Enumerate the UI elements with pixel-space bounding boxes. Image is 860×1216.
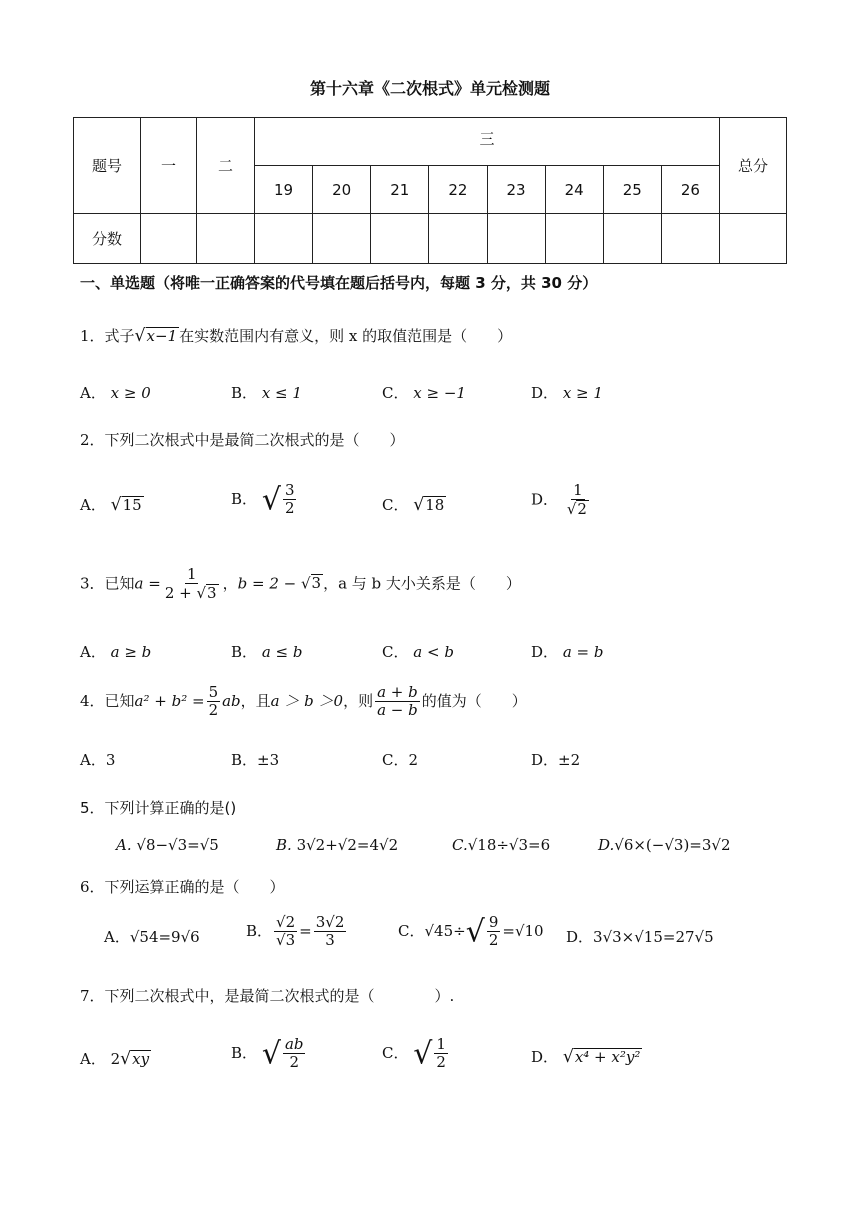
q2-option-b[interactable]: B． √ $\frac{3}{2}$ bbox=[231, 481, 295, 518]
header-total: 总分 bbox=[720, 118, 787, 214]
q1-option-a[interactable]: A． x ≥ 0 bbox=[80, 384, 151, 402]
score-cell[interactable] bbox=[545, 214, 603, 264]
question-3: 3．已知a = $\frac{1}{2 + √3}$ ，b = 2 − √3 ，a 与 b 大小关系是（ ） bbox=[80, 565, 521, 603]
q7-option-a[interactable]: A． 2√xy bbox=[80, 1049, 150, 1069]
q1-option-d[interactable]: D． x ≥ 1 bbox=[531, 384, 603, 402]
question-number: 24 bbox=[545, 166, 603, 214]
q6-option-b[interactable]: B． $\frac{√2}{√3}$ = $\frac{3√2}{3}$ bbox=[246, 913, 345, 950]
q3-option-a[interactable]: A． a ≥ b bbox=[80, 643, 152, 661]
row-label-score: 分数 bbox=[74, 214, 141, 264]
q2-option-c[interactable]: C． √18 bbox=[382, 495, 445, 515]
question-6: 6．下列运算正确的是（ ） bbox=[80, 878, 285, 896]
score-cell[interactable] bbox=[141, 214, 197, 264]
q4-option-a[interactable]: A．3 bbox=[80, 751, 116, 769]
question-number: 21 bbox=[371, 166, 429, 214]
question-2: 2．下列二次根式中是最简二次根式的是（ ） bbox=[80, 431, 405, 449]
score-cell[interactable] bbox=[720, 214, 787, 264]
question-number: 22 bbox=[429, 166, 487, 214]
score-cell[interactable] bbox=[371, 214, 429, 264]
q2-option-d[interactable]: D． $\frac{1}{√2}$ bbox=[531, 481, 587, 519]
question-7: 7．下列二次根式中，是最简二次根式的是（ ）. bbox=[80, 987, 455, 1005]
header-section-1: 一 bbox=[141, 118, 197, 214]
header-tihao: 题号 bbox=[74, 118, 141, 214]
radicand: x−1 bbox=[146, 327, 178, 345]
q1-option-c[interactable]: C． x ≥ −1 bbox=[382, 384, 466, 402]
q5-option-a[interactable]: A. √8−√3=√5 bbox=[116, 836, 219, 854]
q6-option-d[interactable]: D．3√3×√15=27√5 bbox=[566, 928, 714, 946]
score-cell[interactable] bbox=[487, 214, 545, 264]
question-number: 19 bbox=[255, 166, 313, 214]
q6-option-c[interactable]: C．√45÷√ $\frac{9}{2}$ =√10 bbox=[398, 913, 544, 950]
q4-option-d[interactable]: D．±2 bbox=[531, 751, 581, 769]
question-number: 25 bbox=[603, 166, 661, 214]
q7-option-c[interactable]: C． √ $\frac{1}{2}$ bbox=[382, 1035, 446, 1072]
header-section-3: 三 bbox=[255, 118, 720, 166]
q4-option-c[interactable]: C．2 bbox=[382, 751, 419, 769]
page-title: 第十六章《二次根式》单元检测题 bbox=[309, 79, 550, 98]
q7-option-d[interactable]: D． √x⁴ + x²y² bbox=[531, 1047, 641, 1067]
q3-option-c[interactable]: C． a < b bbox=[382, 643, 454, 661]
header-section-2: 二 bbox=[197, 118, 255, 214]
question-5: 5．下列计算正确的是() bbox=[80, 799, 237, 817]
q4-option-b[interactable]: B．±3 bbox=[231, 751, 280, 769]
q5-option-b[interactable]: B. 3√2+√2=4√2 bbox=[276, 836, 399, 854]
score-cell[interactable] bbox=[603, 214, 661, 264]
score-cell[interactable] bbox=[255, 214, 313, 264]
q2-option-a[interactable]: A． √15 bbox=[80, 495, 142, 515]
score-cell[interactable] bbox=[197, 214, 255, 264]
q6-option-a[interactable]: A．√54=9√6 bbox=[104, 928, 200, 946]
question-4: 4．已知a² + b² = $\frac{5}{2}$ ab，且a ＞ b ＞0，则 $\frac{a + b}{a - b}$ 的值为（ ） bbox=[80, 683, 527, 720]
score-cell[interactable] bbox=[313, 214, 371, 264]
question-number: 20 bbox=[313, 166, 371, 214]
q5-option-c[interactable]: C.√18÷√3=6 bbox=[452, 836, 551, 854]
score-table bbox=[73, 117, 787, 264]
q3-option-b[interactable]: B． a ≤ b bbox=[231, 643, 303, 661]
question-1: 1．式子√x−1 在实数范围内有意义，则 x 的取值范围是（ ） bbox=[80, 326, 513, 346]
score-cell[interactable] bbox=[661, 214, 719, 264]
question-number: 23 bbox=[487, 166, 545, 214]
score-cell[interactable] bbox=[429, 214, 487, 264]
q1-option-b[interactable]: B． x ≤ 1 bbox=[231, 384, 302, 402]
section-heading: 一、单选题（将唯一正确答案的代号填在题后括号内，每题 3 分，共 30 分） bbox=[80, 274, 598, 292]
question-number: 26 bbox=[661, 166, 719, 214]
q3-option-d[interactable]: D． a = b bbox=[531, 643, 604, 661]
q7-option-b[interactable]: B． √ $\frac{ab}{2}$ bbox=[231, 1035, 304, 1072]
q5-option-d[interactable]: D.√6×(−√3)=3√2 bbox=[598, 836, 731, 854]
